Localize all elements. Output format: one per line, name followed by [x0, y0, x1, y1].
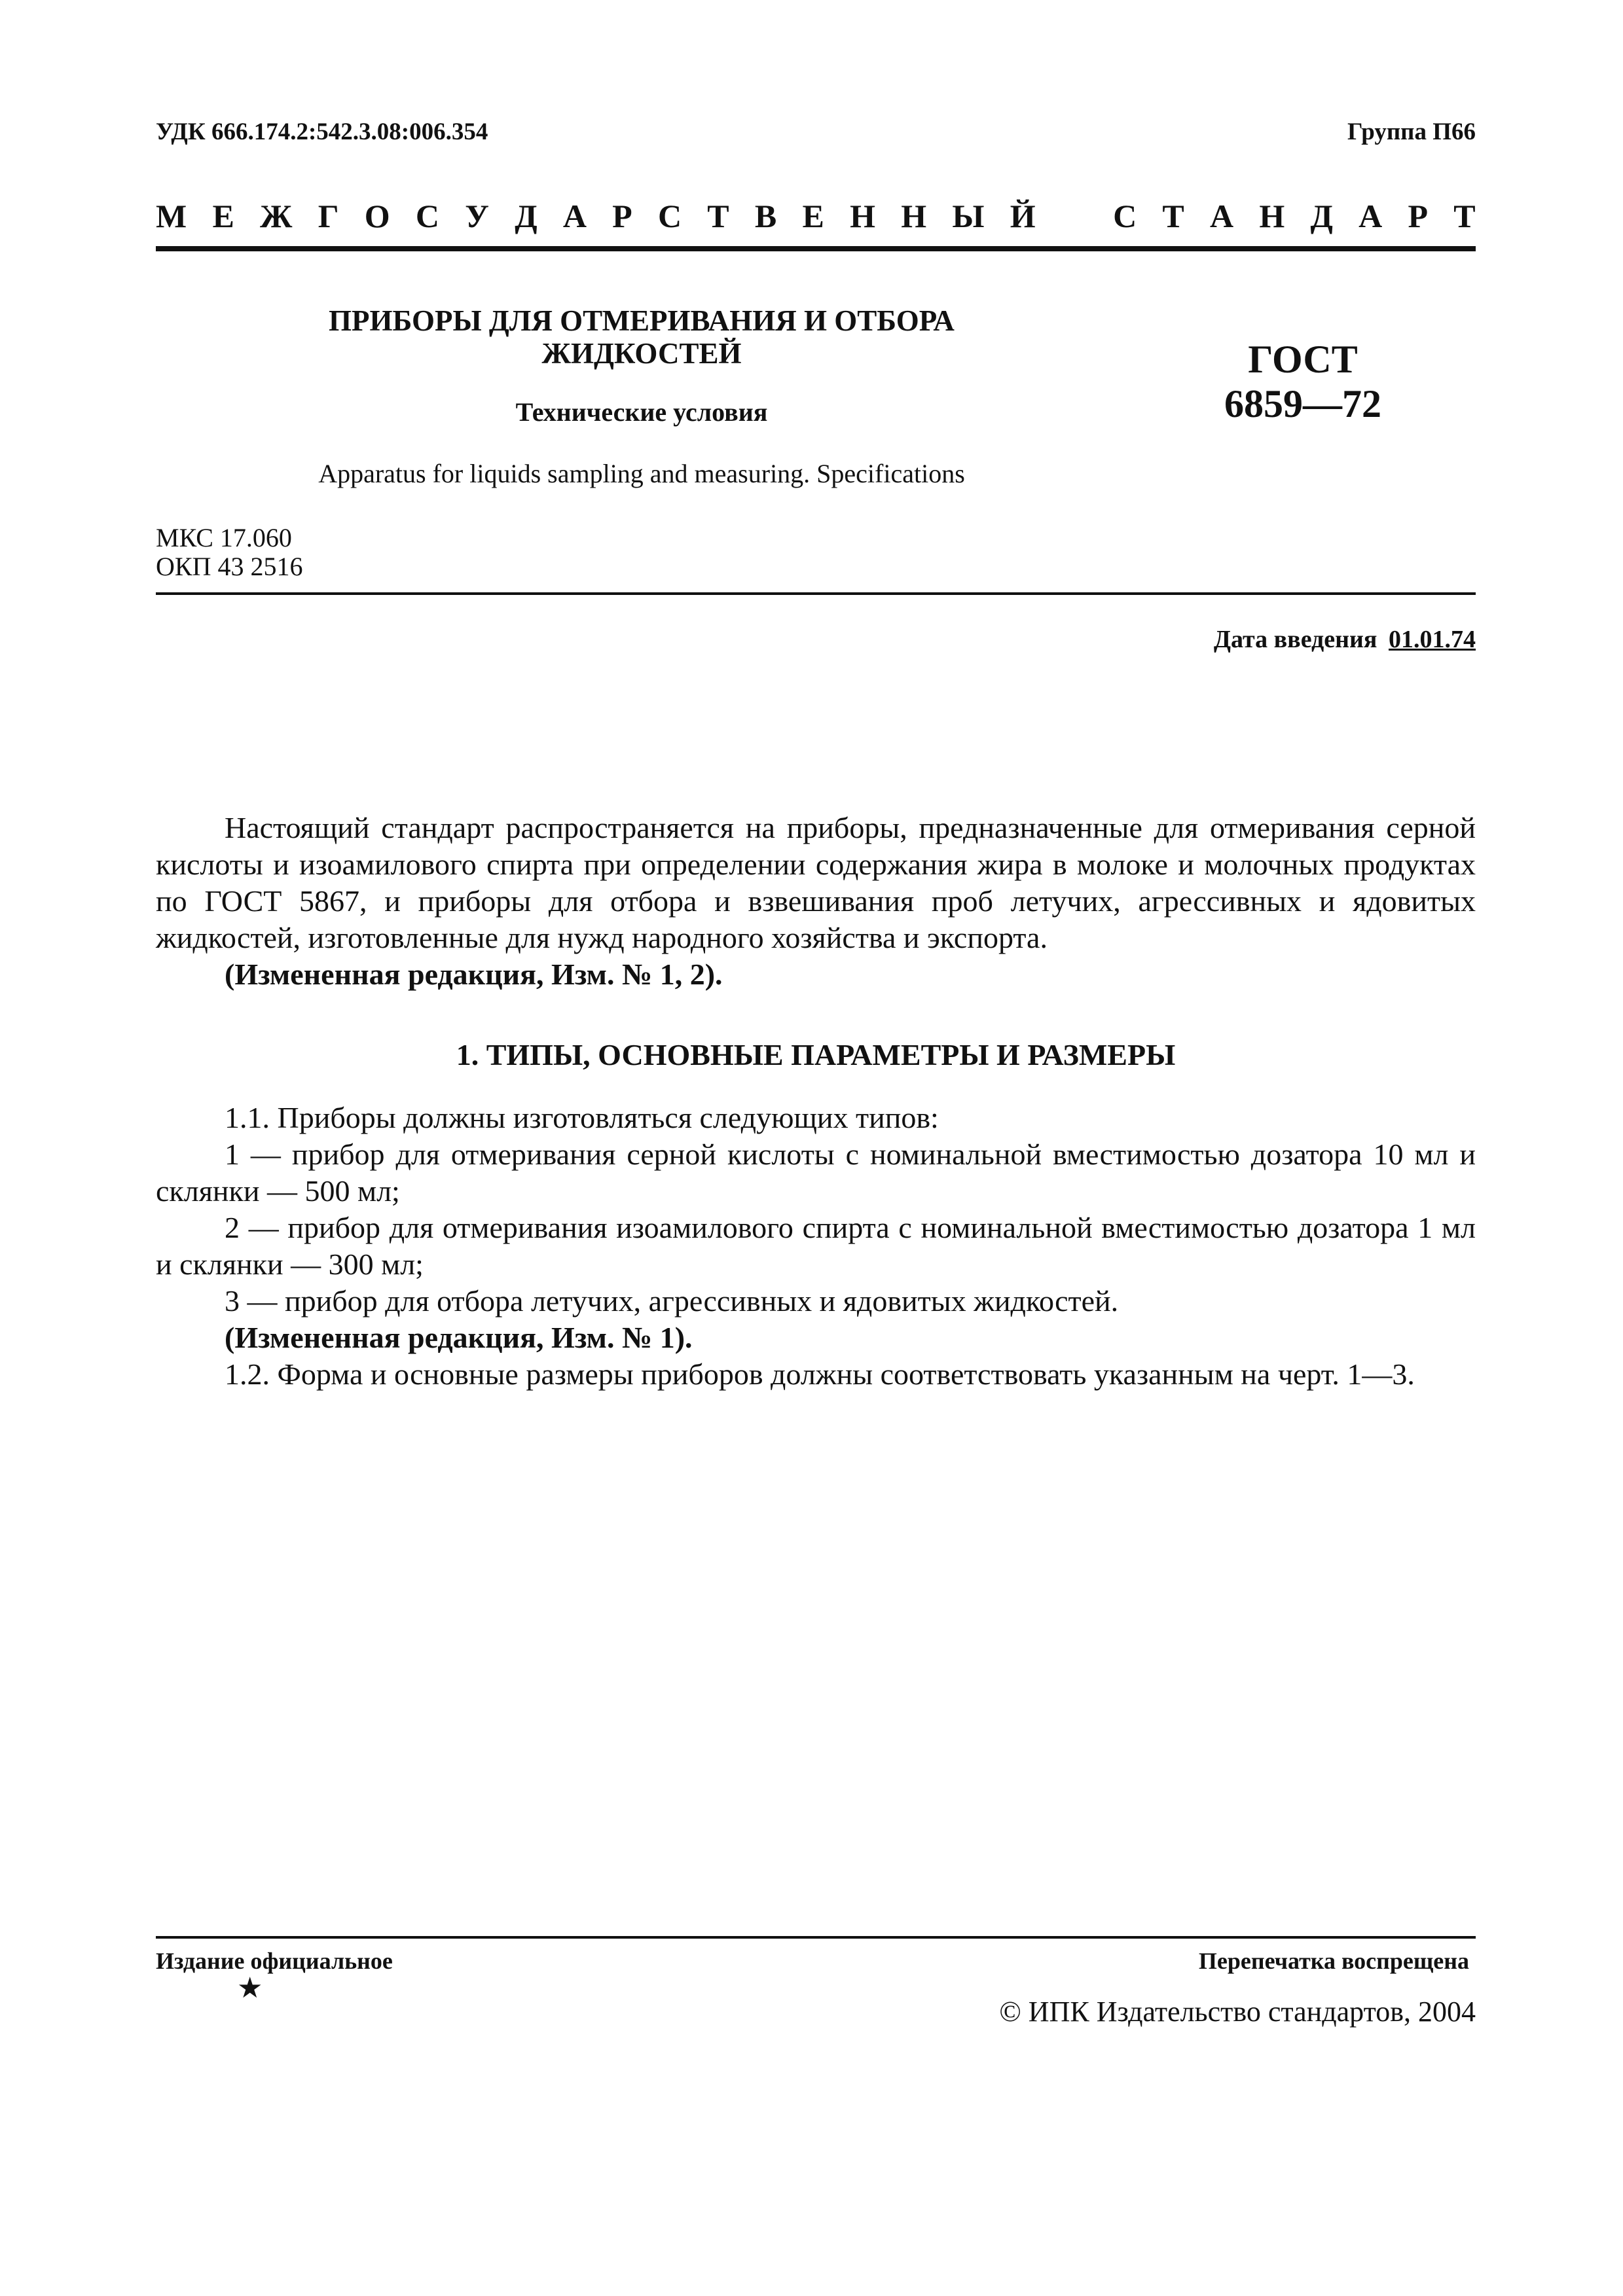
classification-codes: [156, 524, 302, 581]
gost-designation: [1165, 337, 1440, 426]
amendment-note-1: (Измененная редакция, Изм. № 1, 2).: [225, 958, 723, 991]
banner-rule: [156, 246, 1476, 251]
banner-letter: Р: [1408, 198, 1429, 234]
mks-code: МКС 17.060: [156, 523, 292, 552]
copyright-notice: © ИПК Издательство стандартов, 2004: [999, 1996, 1476, 2028]
banner-letter: Г: [318, 198, 339, 234]
gost-number: 6859—72: [1224, 382, 1381, 425]
amendment-note-2: (Измененная редакция, Изм. № 1).: [225, 1321, 693, 1354]
document-subtitle: Технические условия: [515, 397, 768, 427]
clause-1-1: 1.1. Приборы должны изготовляться следующих типов:: [225, 1101, 939, 1134]
banner-letter: Д: [515, 198, 538, 234]
footer-rule: [156, 1936, 1476, 1939]
type-2-item: 2 — прибор для отмеривания изоамилового спирта с номинальной вместимостью дозатора 1 мл и склянки — 300 мл;: [156, 1211, 1476, 1281]
clause-1-2: 1.2. Форма и основные размеры приборов должны соответствовать указанным на черт. 1—3.: [225, 1357, 1415, 1391]
intro-date-value: 01.01.74: [1389, 626, 1476, 653]
english-title: Apparatus for liquids sampling and measuring. Specifications: [318, 459, 965, 488]
banner-letter: У: [465, 198, 489, 234]
banner-letter: Ы: [952, 198, 985, 234]
banner-letter: Н: [850, 198, 875, 234]
interstate-standard-banner: [156, 196, 1476, 236]
banner-letter: Т: [707, 198, 729, 234]
document-title: [236, 304, 1048, 370]
banner-letter: С: [1113, 198, 1137, 234]
section-title: 1. ТИПЫ, ОСНОВНЫЕ ПАРАМЕТРЫ И РАЗМЕРЫ: [456, 1038, 1176, 1071]
codes-rule: [156, 592, 1476, 595]
banner-letter: А: [1210, 198, 1234, 234]
banner-letter: С: [415, 198, 440, 234]
banner-letter: М: [156, 198, 187, 234]
gost-label: ГОСТ: [1248, 338, 1358, 381]
title-line-1: ПРИБОРЫ ДЛЯ ОТМЕРИВАНИЯ И ОТБОРА: [329, 304, 955, 337]
type-3-item: 3 — прибор для отбора летучих, агрессивных и ядовитых жидкостей.: [225, 1284, 1119, 1318]
star-icon: ★: [237, 1972, 263, 2004]
banner-letter: Е: [212, 198, 234, 234]
banner-letter: Р: [612, 198, 632, 234]
banner-letter: Д: [1310, 198, 1333, 234]
banner-letter: В: [754, 198, 777, 234]
banner-letter: А: [562, 198, 587, 234]
reprint-prohibited: Перепечатка воспрещена: [1198, 1948, 1469, 1974]
banner-letter: Т: [1453, 198, 1476, 234]
banner-letter: Н: [1259, 198, 1285, 234]
intro-paragraph: Настоящий стандарт распространяется на приборы, предназначенные для отмеривания серной кислоты и изоамилового спирта при определении содержания жира в молоке и молочных продуктах по ГОСТ 5867, и приборы для отбора и взвешивания проб летучих, агрессивных и ядовитых жидкостей, изготовленные для нужд народного хозяйства и экспорта.: [156, 811, 1476, 954]
official-edition: Издание официальное: [156, 1948, 393, 1974]
udk-code: УДК 666.174.2:542.3.08:006.354: [156, 118, 488, 145]
title-line-2: ЖИДКОСТЕЙ: [541, 337, 742, 370]
banner-letter: О: [364, 198, 390, 234]
banner-letter: Й: [1010, 198, 1036, 234]
banner-letter: Т: [1162, 198, 1184, 234]
banner-letter: С: [657, 198, 682, 234]
banner-letter: Ж: [260, 198, 293, 234]
banner-letter: Е: [802, 198, 824, 234]
group-code: Группа П66: [1347, 118, 1476, 145]
introduction-date: [1214, 625, 1476, 654]
banner-letter: Н: [901, 198, 927, 234]
intro-date-label: Дата введения: [1213, 626, 1377, 653]
okp-code: ОКП 43 2516: [156, 552, 303, 581]
banner-letter: А: [1359, 198, 1383, 234]
type-1-item: 1 — прибор для отмеривания серной кислоты с номинальной вместимостью дозатора 10 мл и склянки — 500 мл;: [156, 1138, 1476, 1208]
